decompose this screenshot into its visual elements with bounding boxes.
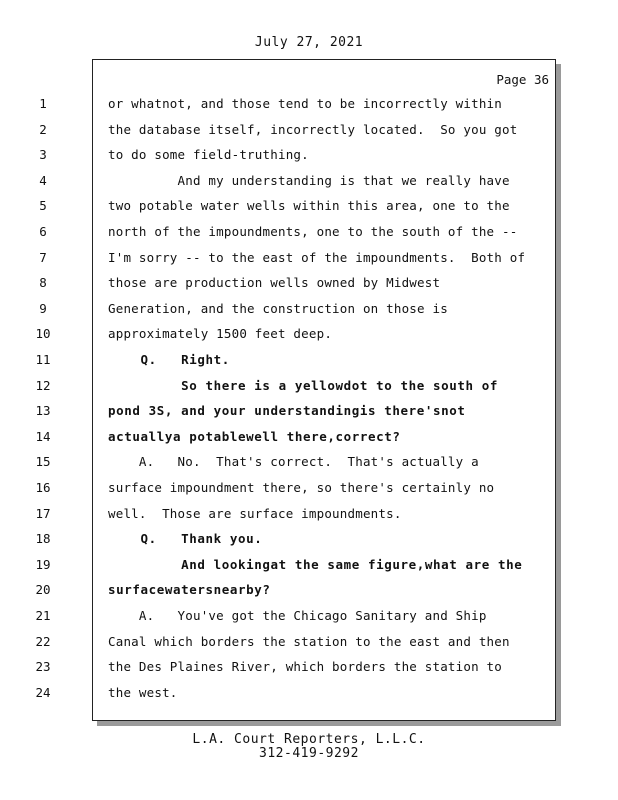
transcript-line: north of the impoundments, one to the south of the --: [108, 224, 518, 239]
transcript-line: Q. Right.: [108, 352, 230, 367]
line-number: 4: [39, 173, 47, 188]
transcript-line: actuallya potablewell there,correct?: [108, 429, 401, 444]
transcript-line: And lookingat the same figure,what are the: [108, 557, 523, 572]
header-date: July 27, 2021: [254, 35, 364, 50]
line-number: 23: [35, 659, 51, 674]
line-number: 8: [39, 275, 47, 290]
transcript-line: I'm sorry -- to the east of the impoundments. Both of: [108, 250, 526, 265]
line-number: 1: [39, 96, 47, 111]
line-number: 2: [39, 122, 47, 137]
footer: [0, 733, 618, 761]
page-number: Page 36: [496, 72, 549, 87]
transcript-line: those are production wells owned by Midwest: [108, 275, 441, 290]
line-number: 10: [35, 326, 51, 341]
line-number: 16: [35, 480, 51, 495]
line-number: 17: [35, 506, 51, 521]
transcript-line: Generation, and the construction on those is: [108, 301, 448, 316]
footer-phone: 312-419-9292: [259, 746, 359, 761]
line-number: 7: [39, 250, 47, 265]
transcript-line: the Des Plaines River, which borders the station to: [108, 659, 503, 674]
line-number: 20: [35, 582, 51, 597]
line-number: 6: [39, 224, 47, 239]
line-number: 13: [35, 403, 51, 418]
transcript-line: surfacewatersnearby?: [108, 582, 271, 597]
transcript-line: to do some field-truthing.: [108, 147, 309, 162]
transcript-line: or whatnot, and those tend to be incorrectly within: [108, 96, 503, 111]
transcript-line: well. Those are surface impoundments.: [108, 506, 402, 521]
footer-company: L.A. Court Reporters, L.L.C.: [192, 732, 426, 747]
line-number: 15: [35, 454, 51, 469]
transcript-line: two potable water wells within this area, one to the: [108, 198, 510, 213]
line-number: 3: [39, 147, 47, 162]
line-number: 12: [35, 378, 51, 393]
line-number: 9: [39, 301, 47, 316]
transcript-line: A. No. That's correct. That's actually a: [108, 454, 479, 469]
line-number: 18: [35, 531, 51, 546]
line-number-column: [0, 0, 86, 800]
transcript-line: the west.: [108, 685, 178, 700]
line-number: 21: [35, 608, 51, 623]
line-number: 24: [35, 685, 51, 700]
line-number: 5: [39, 198, 47, 213]
transcript-line: approximately 1500 feet deep.: [108, 326, 333, 341]
transcript-line: surface impoundment there, so there's certainly no: [108, 480, 495, 495]
transcript-line: And my understanding is that we really have: [108, 173, 510, 188]
transcript-line: pond 3S, and your understandingis there'snot: [108, 403, 466, 418]
line-number: 22: [35, 634, 51, 649]
line-number: 19: [35, 557, 51, 572]
transcript-line: A. You've got the Chicago Sanitary and Ship: [108, 608, 487, 623]
transcript-line: the database itself, incorrectly located. So you got: [108, 122, 518, 137]
line-number: 14: [35, 429, 51, 444]
line-number: 11: [35, 352, 51, 367]
transcript-line: Canal which borders the station to the east and then: [108, 634, 510, 649]
transcript-line: Q. Thank you.: [108, 531, 263, 546]
transcript-line: So there is a yellowdot to the south of: [108, 378, 499, 393]
